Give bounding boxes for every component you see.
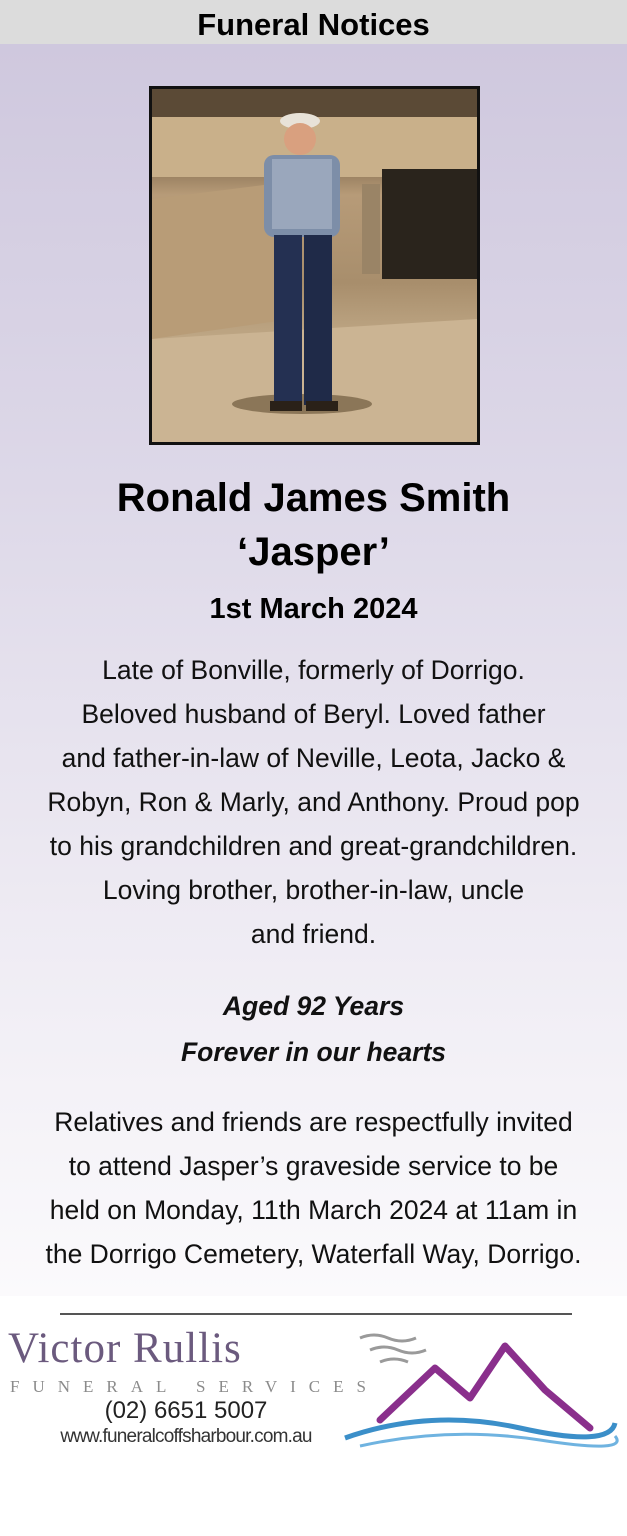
obituary-line: and father-in-law of Neville, Leota, Jacko & (61, 743, 566, 773)
obituary-line: Robyn, Ron & Marly, and Anthony. Proud pop (47, 787, 580, 817)
section-header: Funeral Notices (0, 0, 627, 44)
tribute-text: Forever in our hearts (180, 1037, 447, 1067)
funeral-company-name: Victor Rullis (8, 1325, 242, 1372)
obituary-line: Beloved husband of Beryl. Loved father (81, 699, 546, 729)
obituary-text (0, 648, 627, 956)
obituary-line: Late of Bonville, formerly of Dorrigo. (102, 655, 525, 685)
service-line: to attend Jasper’s graveside service to be (68, 1151, 559, 1181)
portrait-image (152, 89, 477, 442)
obituary-line: and friend. (250, 919, 377, 949)
service-details (0, 1100, 627, 1276)
obituary-line: Loving brother, brother-in-law, uncle (102, 875, 525, 905)
age-text: Aged 92 Years (222, 991, 405, 1021)
funeral-company-subtitle: FUNERAL SERVICES (10, 1377, 379, 1396)
service-line: Relatives and friends are respectfully invited (54, 1107, 573, 1137)
deceased-nickname: ‘Jasper’ (237, 530, 390, 574)
death-date: 1st March 2024 (209, 593, 418, 625)
company-phone: (02) 6651 5007 (104, 1397, 268, 1424)
deceased-photo (149, 86, 480, 445)
age-block (0, 983, 627, 1075)
obituary-line: to his grandchildren and great-grandchildren. (49, 831, 578, 861)
divider (60, 1313, 572, 1315)
company-website[interactable]: www.funeralcoffsharbour.com.au (60, 1426, 312, 1447)
service-line: the Dorrigo Cemetery, Waterfall Way, Dorrigo. (45, 1239, 582, 1269)
mountain-logo-icon (340, 1328, 620, 1453)
deceased-name: Ronald James Smith (116, 476, 511, 520)
service-line: held on Monday, 11th March 2024 at 11am in (49, 1195, 578, 1225)
